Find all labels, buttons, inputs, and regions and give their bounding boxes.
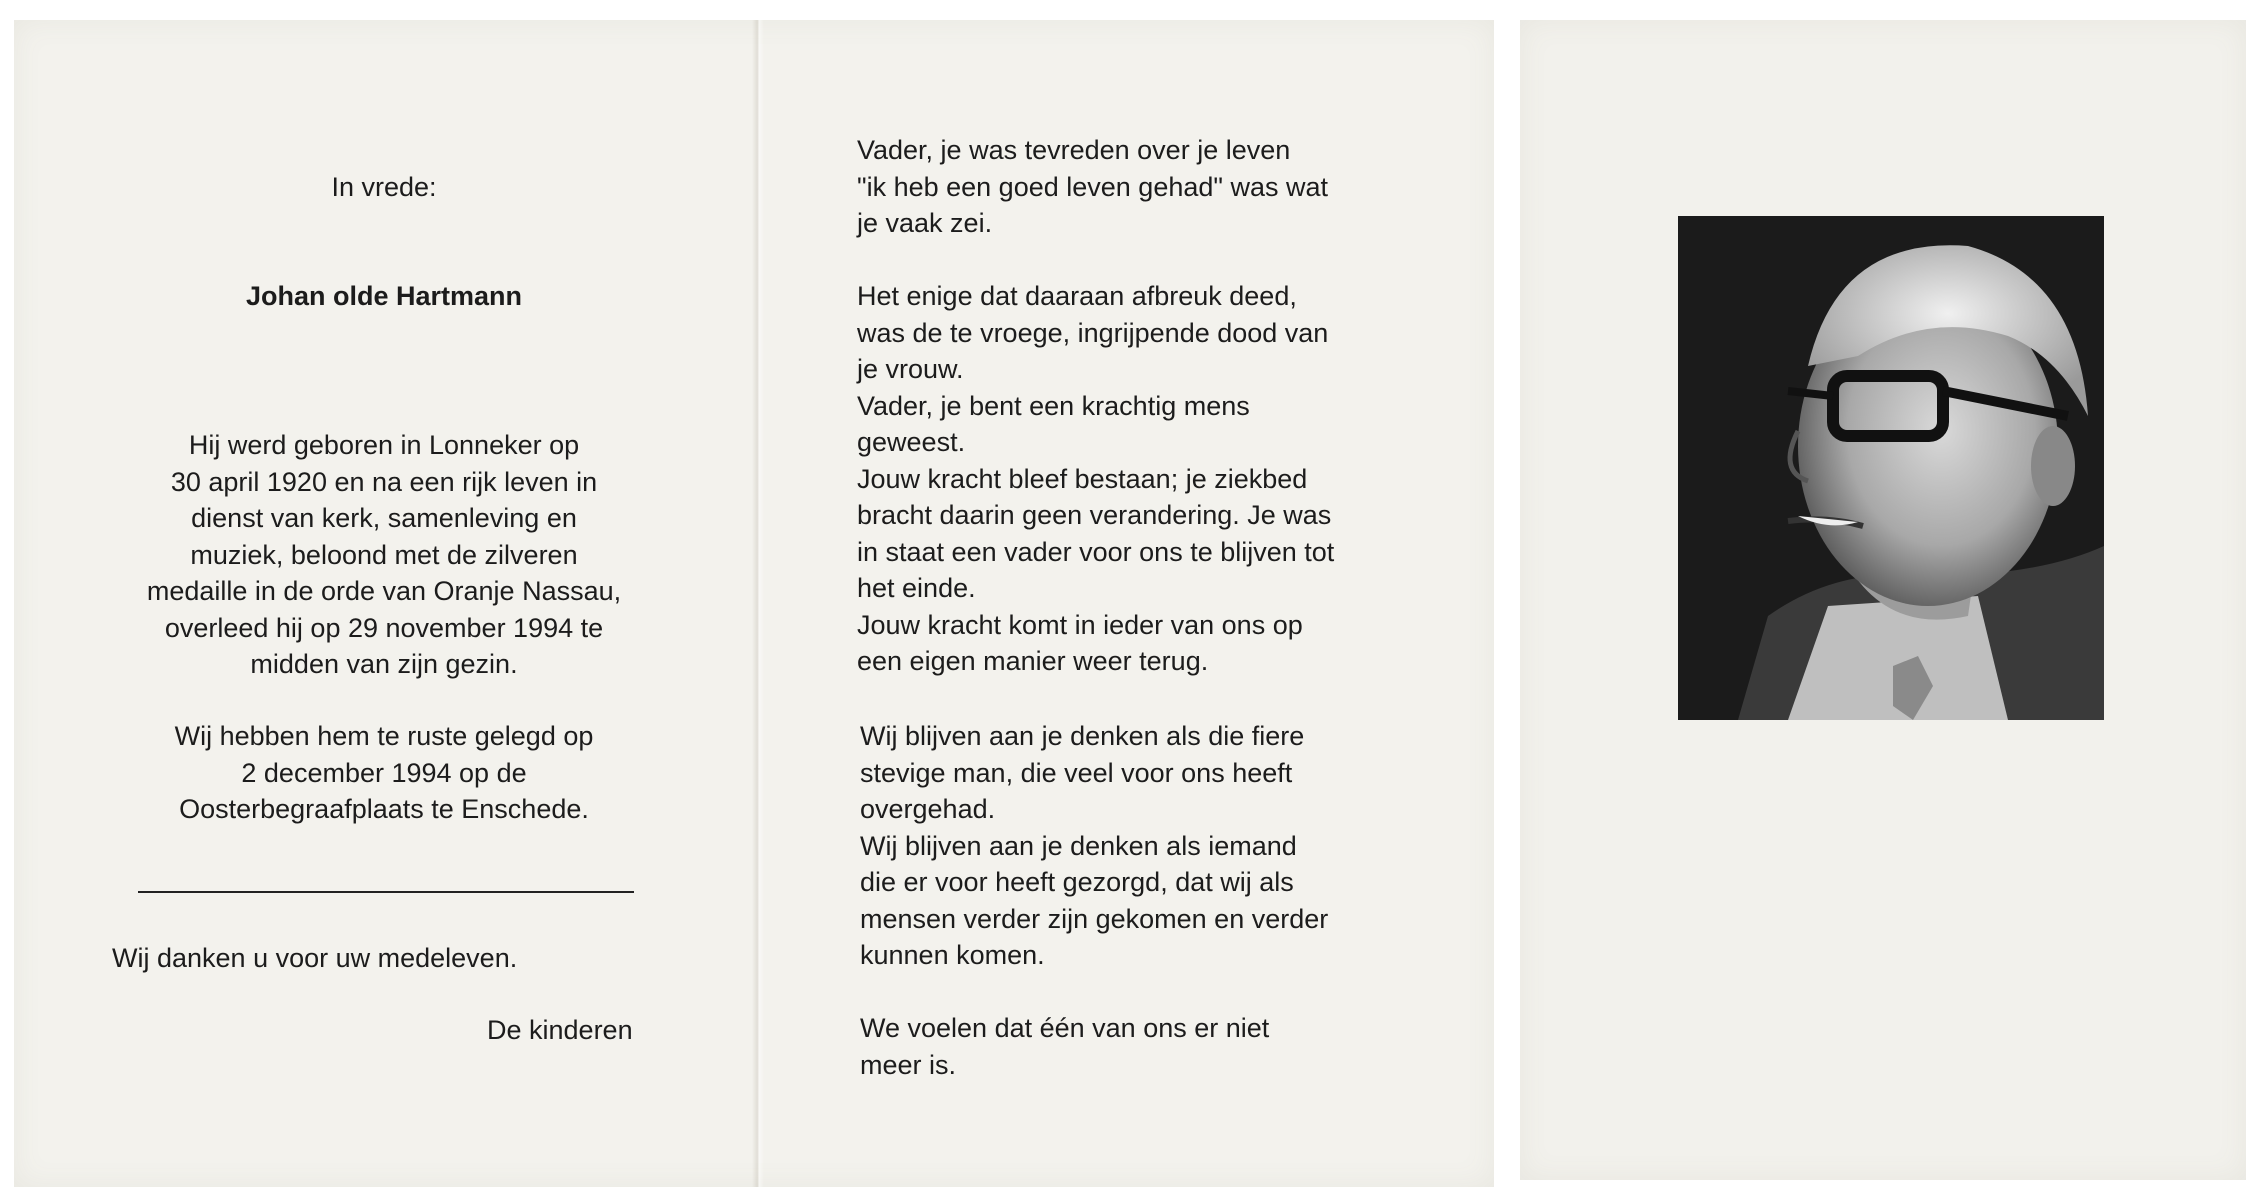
poem-stanza-3: Wij blijven aan je denken als die fiere stevige man, die veel voor ons heeft overgehad. Wij blijven aan je denken als iemand die er voor heeft gezorgd, dat wij als mensen verder zijn gekomen en verder kunnen komen.	[860, 721, 1329, 970]
biography-text: Hij werd geboren in Lonneker op 30 april 1920 en na een rijk leven in dienst van kerk, samenleving en muziek, beloond met de zilveren medaille in de orde van Oranje Nassau, overleed hij op 29 november 1994 te midden van zijn gezin.	[146, 430, 622, 679]
heading-in-vrede: In vrede:	[331, 172, 437, 202]
poem-stanza-2: Het enige dat daaraan afbreuk deed, was de te vroege, ingrijpende dood van je vrouw. Vader, je bent een krachtig mens geweest. Jouw kracht bleef bestaan; je ziekbed bracht daarin geen verandering. Je was in staat een vader voor ons te blijven tot het einde. Jouw kracht komt in ieder van ons op een eigen manier weer terug.	[857, 281, 1335, 676]
poem-stanza-4: We voelen dat één van ons er niet meer is.	[860, 1013, 1270, 1080]
memorial-card-inside	[14, 20, 1494, 1187]
deceased-name: Johan olde Hartmann	[245, 281, 523, 311]
signature-text: De kinderen	[487, 1015, 633, 1045]
memorial-card-photo-side	[1520, 20, 2246, 1180]
portrait-illustration	[1678, 216, 2104, 720]
divider-line	[138, 891, 634, 893]
card-fold	[752, 20, 764, 1187]
burial-text: Wij hebben hem te ruste gelegd op 2 december 1994 op de Oosterbegraafplaats te Enschede.	[174, 721, 594, 824]
thanks-text: Wij danken u voor uw medeleven.	[112, 943, 518, 973]
poem-stanza-1: Vader, je was tevreden over je leven "ik heb een goed leven gehad" was wat je vaak zei.	[857, 135, 1328, 238]
portrait-photo	[1678, 216, 2104, 720]
